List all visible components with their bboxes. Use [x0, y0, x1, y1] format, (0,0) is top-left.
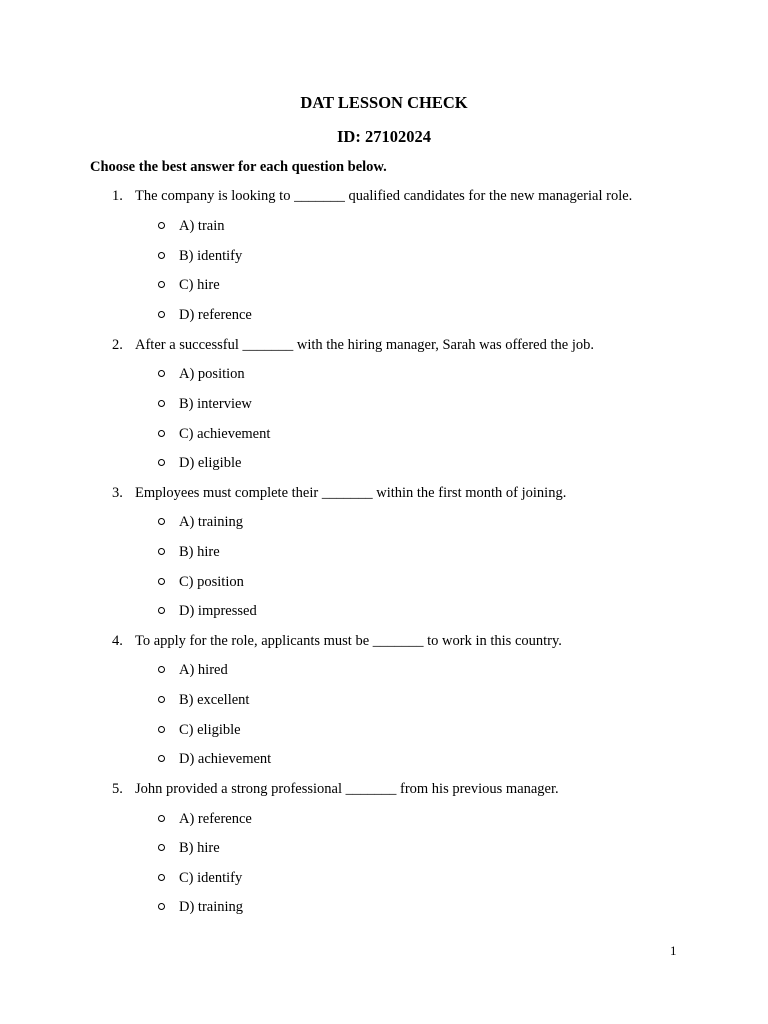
bullet-icon [158, 370, 165, 377]
question-5 [112, 781, 559, 798]
bullet-icon [158, 548, 165, 555]
option-4a [158, 662, 228, 679]
document-id: ID: 27102024 [337, 127, 431, 146]
option-2b [158, 396, 252, 413]
option-3a [158, 514, 243, 531]
option-3d [158, 603, 257, 620]
bullet-icon [158, 281, 165, 288]
option-label: A) reference [179, 811, 252, 827]
option-1d [158, 307, 252, 324]
option-label: C) hire [179, 277, 220, 293]
option-3b [158, 544, 220, 561]
bullet-icon [158, 578, 165, 585]
bullet-icon [158, 696, 165, 703]
option-label: D) achievement [179, 751, 272, 767]
bullet-icon [158, 815, 165, 822]
bullet-icon [158, 518, 165, 525]
bullet-icon [158, 903, 165, 910]
page-number: 1 [670, 943, 677, 958]
question-number: 3. [112, 485, 123, 501]
option-label: D) training [179, 899, 244, 915]
question-number: 1. [112, 188, 123, 204]
option-1b [158, 248, 242, 265]
option-label: B) hire [179, 840, 220, 856]
option-label: B) interview [179, 396, 252, 412]
option-5c [158, 870, 242, 887]
instructions: Choose the best answer for each question below. [90, 159, 387, 175]
bullet-icon [158, 311, 165, 318]
bullet-icon [158, 459, 165, 466]
option-4c [158, 722, 241, 739]
question-1 [112, 188, 632, 205]
bullet-icon [158, 755, 165, 762]
document-title: DAT LESSON CHECK [300, 93, 468, 112]
question-text: After a successful _______ with the hiring manager, Sarah was offered the job. [135, 337, 594, 353]
option-label: C) achievement [179, 426, 271, 442]
option-label: A) position [179, 366, 245, 382]
bullet-icon [158, 726, 165, 733]
bullet-icon [158, 252, 165, 259]
option-2a [158, 366, 245, 383]
option-2c [158, 426, 270, 443]
option-label: B) hire [179, 544, 220, 560]
option-4d [158, 751, 271, 768]
bullet-icon [158, 844, 165, 851]
question-number: 5. [112, 781, 123, 797]
option-1c [158, 277, 220, 294]
bullet-icon [158, 222, 165, 229]
question-4 [112, 633, 562, 650]
option-label: B) identify [179, 248, 243, 264]
option-label: C) position [179, 574, 244, 590]
option-4b [158, 692, 249, 709]
question-text: John provided a strong professional _______ from his previous manager. [135, 781, 559, 797]
bullet-icon [158, 874, 165, 881]
bullet-icon [158, 666, 165, 673]
option-label: D) eligible [179, 455, 242, 471]
option-5b [158, 840, 220, 857]
option-1a [158, 218, 225, 235]
option-5a [158, 811, 252, 828]
option-label: B) excellent [179, 692, 250, 708]
option-label: C) eligible [179, 722, 241, 738]
option-3c [158, 574, 244, 591]
question-text: Employees must complete their _______ within the first month of joining. [135, 485, 567, 501]
bullet-icon [158, 430, 165, 437]
option-label: D) impressed [179, 603, 257, 619]
option-2d [158, 455, 241, 472]
question-number: 2. [112, 337, 123, 353]
bullet-icon [158, 607, 165, 614]
option-label: C) identify [179, 870, 243, 886]
option-5d [158, 899, 243, 916]
option-label: A) train [179, 218, 225, 234]
question-number: 4. [112, 633, 123, 649]
option-label: D) reference [179, 307, 252, 323]
question-text: The company is looking to _______ qualified candidates for the new managerial role. [135, 188, 633, 204]
option-label: A) training [179, 514, 244, 530]
question-text: To apply for the role, applicants must be _______ to work in this country. [135, 633, 562, 649]
question-2 [112, 337, 594, 354]
question-3 [112, 485, 566, 502]
option-label: A) hired [179, 662, 228, 678]
bullet-icon [158, 400, 165, 407]
